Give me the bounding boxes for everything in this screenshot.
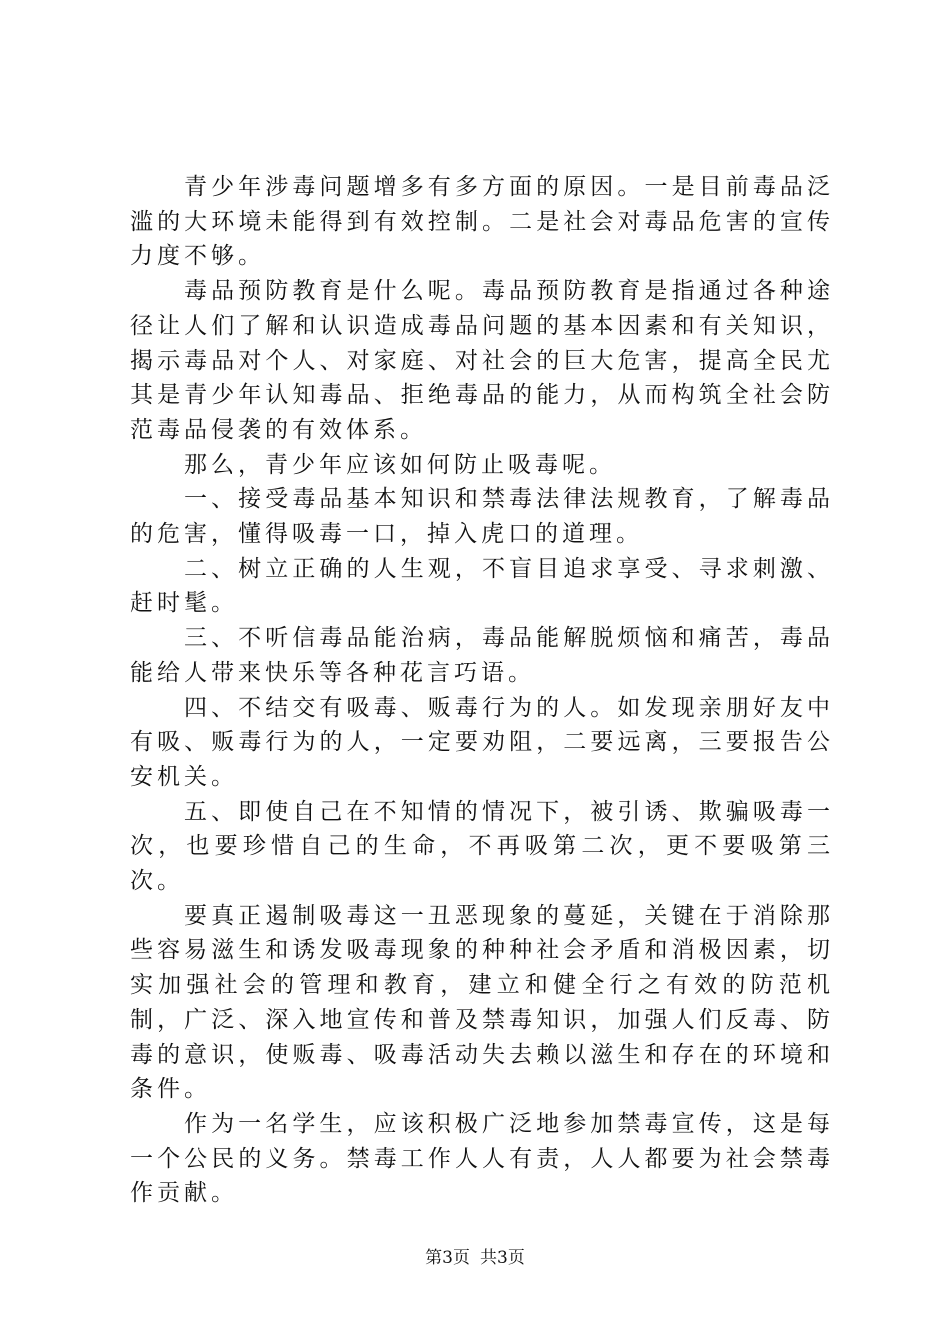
page-footer <box>0 1247 950 1269</box>
paragraph-social-measures: 要真正遏制吸毒这一丑恶现象的蔓延，关键在于消除那些容易滋生和诱发吸毒现象的种种社会矛盾和消极因素，切实加强社会的管理和教育，建立和健全行之有效的防范机制，广泛、深入地宣传和普及禁毒知识，加强人们反毒、防毒的意识，使贩毒、吸毒活动失去赖以滋生和存在的环境和条件。 <box>130 902 834 1103</box>
paragraph-point-5: 五、即使自己在不知情的情况下，被引诱、欺骗吸毒一次，也要珍惜自己的生命，不再吸第二次，更不要吸第三次。 <box>130 798 834 895</box>
paragraph-causes: 青少年涉毒问题增多有多方面的原因。一是目前毒品泛滥的大环境未能得到有效控制。二是社会对毒品危害的宣传力度不够。 <box>130 174 834 270</box>
page-total: 共3页 <box>480 1248 525 1268</box>
page-number: 第3页 <box>425 1248 470 1268</box>
paragraph-point-1: 一、接受毒品基本知识和禁毒法律法规教育，了解毒品的危害，懂得吸毒一口，掉入虎口的道理。 <box>130 486 834 548</box>
paragraph-prevention-definition: 毒品预防教育是什么呢。毒品预防教育是指通过各种途径让人们了解和认识造成毒品问题的基本因素和有关知识，揭示毒品对个人、对家庭、对社会的巨大危害，提高全民尤其是青少年认知毒品、拒绝毒品的能力，从而构筑全社会防范毒品侵袭的有效体系。 <box>130 278 834 443</box>
paragraph-point-4: 四、不结交有吸毒、贩毒行为的人。如发现亲朋好友中有吸、贩毒行为的人，一定要劝阻，二要远离，三要报告公安机关。 <box>130 694 834 790</box>
paragraph-question: 那么，青少年应该如何防止吸毒呢。 <box>184 451 616 478</box>
paragraph-point-2: 二、树立正确的人生观，不盲目追求享受、寻求刺激、赶时髦。 <box>130 555 834 617</box>
paragraph-student-duty: 作为一名学生，应该积极广泛地参加禁毒宣传，这是每一个公民的义务。禁毒工作人人有责，人人都要为社会禁毒作贡献。 <box>130 1110 834 1207</box>
document-body <box>130 170 834 1211</box>
paragraph-point-3: 三、不听信毒品能治病，毒品能解脱烦恼和痛苦，毒品能给人带来快乐等各种花言巧语。 <box>130 625 834 686</box>
